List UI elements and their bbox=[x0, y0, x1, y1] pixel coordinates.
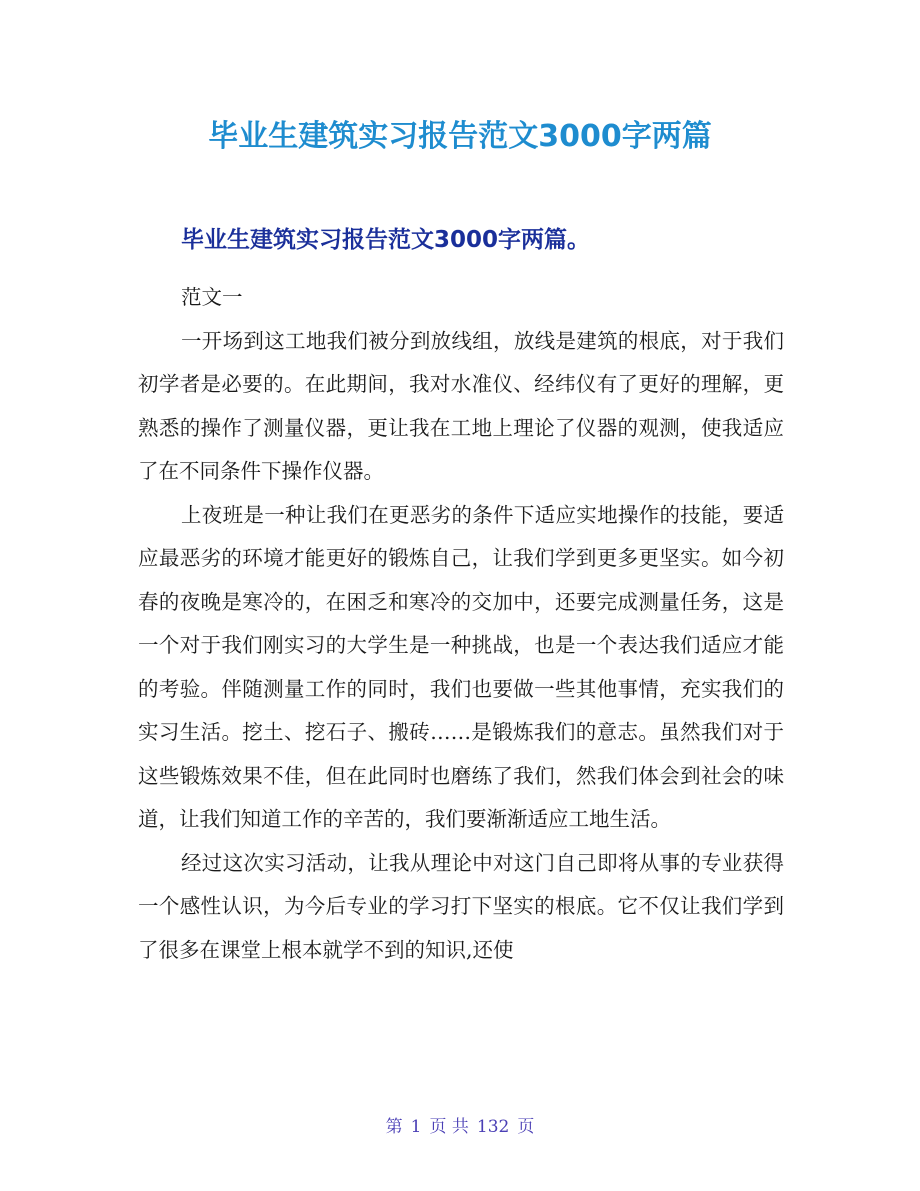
document-subtitle: 毕业生建筑实习报告范文3000字两篇。 bbox=[181, 227, 591, 253]
paragraph: 经过这次实习活动，让我从理论中对这门自己即将从事的专业获得一个感性认识，为今后专业的学习打下坚实的根底。它不仅让我们学到了很多在课堂上根本就学不到的知识,还使 bbox=[138, 850, 784, 962]
footer-mid: 页 共 bbox=[429, 1117, 469, 1137]
document-body bbox=[138, 276, 784, 972]
footer-prefix: 第 bbox=[385, 1117, 403, 1137]
footer-page-number: 1 bbox=[410, 1117, 422, 1137]
footer-suffix: 页 bbox=[517, 1117, 535, 1137]
paragraph: 上夜班是一种让我们在更恶劣的条件下适应实地操作的技能，要适应最恶劣的环境才能更好的锻炼自己，让我们学到更多更坚实。如今初春的夜晚是寒冷的，在困乏和寒冷的交加中，还要完成测量任务，这是一个对于我们刚实习的大学生是一种挑战，也是一个表达我们适应才能的考验。伴随测量工作的同时，我们也要做一些其他事情，充实我们的实习生活。挖土、挖石子、搬砖……是锻炼我们的意志。虽然我们对于这些锻炼效果不佳，但在此同时也磨练了我们，然我们体会到社会的味道，让我们知道工作的辛苦的，我们要渐渐适应工地生活。 bbox=[138, 502, 784, 831]
section-label: 范文一 bbox=[181, 285, 243, 309]
paragraph: 一开场到这工地我们被分到放线组，放线是建筑的根底，对于我们初学者是必要的。在此期间，我对水准仪、经纬仪有了更好的理解，更熟悉的操作了测量仪器，更让我在工地上理论了仪器的观测，使我适应了在不同条件下操作仪器。 bbox=[138, 328, 784, 483]
document-title: 毕业生建筑实习报告范文3000字两篇 bbox=[208, 119, 712, 154]
footer-page-total: 132 bbox=[476, 1117, 510, 1137]
page-footer bbox=[0, 1113, 920, 1141]
